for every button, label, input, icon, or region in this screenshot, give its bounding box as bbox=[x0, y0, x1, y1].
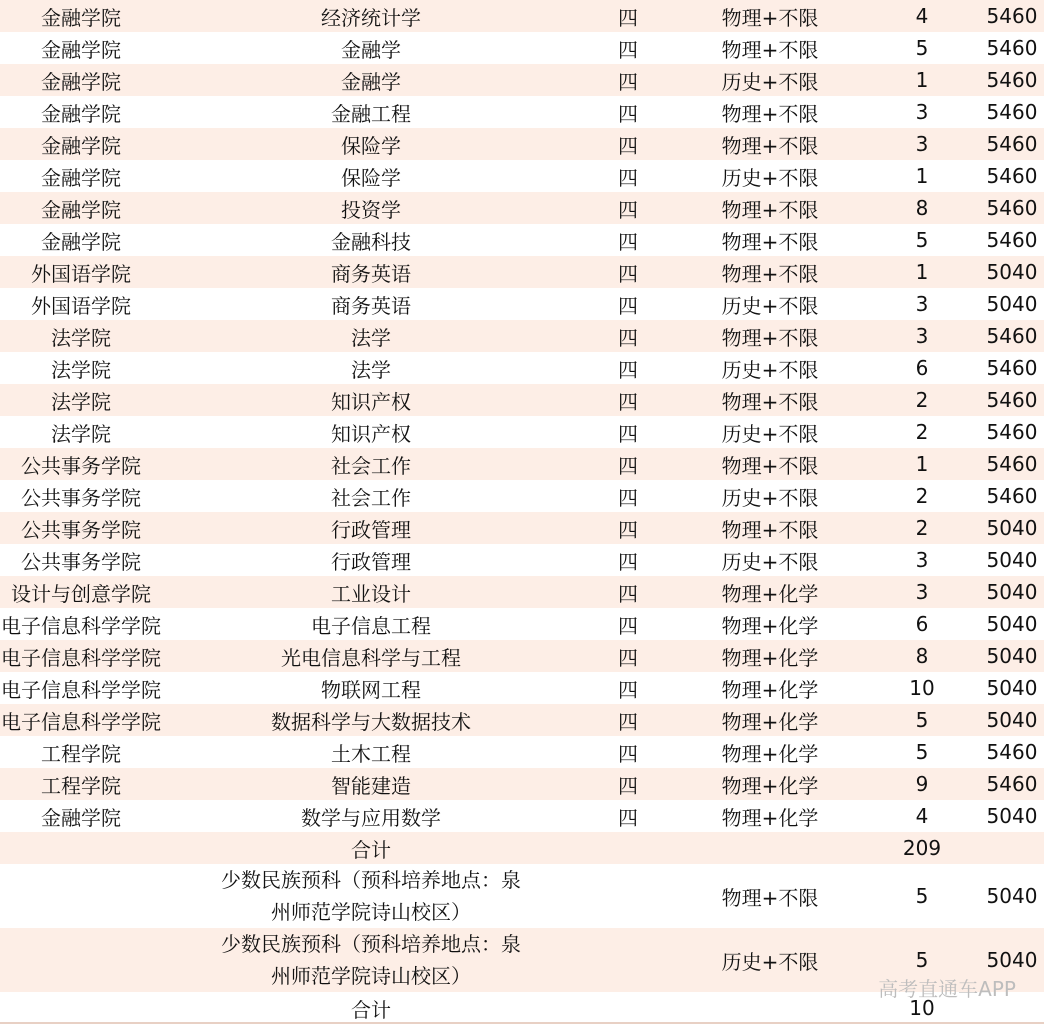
major-cell: 工业设计 bbox=[162, 576, 580, 608]
table-row bbox=[0, 96, 1044, 128]
table-row bbox=[0, 32, 1044, 64]
college-cell: 金融学院 bbox=[0, 96, 162, 128]
quota-cell: 4 bbox=[864, 0, 980, 32]
major-cell: 电子信息工程 bbox=[162, 608, 580, 640]
quota-cell: 5 bbox=[864, 32, 980, 64]
college-cell: 工程学院 bbox=[0, 768, 162, 800]
major-cell bbox=[162, 928, 580, 992]
college-cell: 法学院 bbox=[0, 352, 162, 384]
quota-cell: 3 bbox=[864, 320, 980, 352]
major-cell: 保险学 bbox=[162, 128, 580, 160]
major-cell: 商务英语 bbox=[162, 256, 580, 288]
subject-cell: 物理+化学 bbox=[676, 672, 864, 704]
college-cell: 法学院 bbox=[0, 416, 162, 448]
subject-cell: 物理+不限 bbox=[676, 864, 864, 928]
total-value: 209 bbox=[864, 832, 980, 864]
minority-row bbox=[0, 864, 1044, 928]
total-label: 合计 bbox=[162, 832, 580, 864]
college-cell: 金融学院 bbox=[0, 128, 162, 160]
major-cell: 物联网工程 bbox=[162, 672, 580, 704]
total-spacer bbox=[0, 992, 162, 1024]
subject-cell: 物理+化学 bbox=[676, 768, 864, 800]
duration-cell: 四 bbox=[580, 256, 676, 288]
fee-cell: 5040 bbox=[980, 800, 1044, 832]
college-cell: 电子信息科学学院 bbox=[0, 672, 162, 704]
major-cell: 金融科技 bbox=[162, 224, 580, 256]
major-cell: 金融学 bbox=[162, 64, 580, 96]
quota-cell: 5 bbox=[864, 928, 980, 992]
subject-cell: 物理+不限 bbox=[676, 96, 864, 128]
college-cell bbox=[0, 864, 162, 928]
quota-cell: 4 bbox=[864, 800, 980, 832]
fee-cell: 5460 bbox=[980, 416, 1044, 448]
major-line-2: 州师范学院诗山校区） bbox=[271, 900, 471, 924]
total-row bbox=[0, 832, 1044, 864]
subject-cell: 物理+化学 bbox=[676, 800, 864, 832]
major-cell: 知识产权 bbox=[162, 384, 580, 416]
college-cell: 金融学院 bbox=[0, 160, 162, 192]
table-row bbox=[0, 256, 1044, 288]
table-row bbox=[0, 640, 1044, 672]
subject-cell: 物理+不限 bbox=[676, 224, 864, 256]
quota-cell: 2 bbox=[864, 512, 980, 544]
major-cell: 法学 bbox=[162, 320, 580, 352]
quota-cell: 2 bbox=[864, 480, 980, 512]
major-line-2: 州师范学院诗山校区） bbox=[271, 964, 471, 988]
fee-cell: 5460 bbox=[980, 192, 1044, 224]
fee-cell: 5040 bbox=[980, 704, 1044, 736]
duration-cell: 四 bbox=[580, 128, 676, 160]
fee-cell: 5460 bbox=[980, 0, 1044, 32]
quota-cell: 6 bbox=[864, 352, 980, 384]
college-cell: 金融学院 bbox=[0, 64, 162, 96]
quota-cell: 3 bbox=[864, 128, 980, 160]
major-cell: 行政管理 bbox=[162, 512, 580, 544]
bottom-divider bbox=[0, 1022, 1044, 1024]
subject-cell: 物理+不限 bbox=[676, 128, 864, 160]
duration-cell: 四 bbox=[580, 608, 676, 640]
college-cell: 工程学院 bbox=[0, 736, 162, 768]
fee-cell: 5040 bbox=[980, 576, 1044, 608]
quota-cell: 1 bbox=[864, 448, 980, 480]
duration-cell: 四 bbox=[580, 0, 676, 32]
duration-cell: 四 bbox=[580, 160, 676, 192]
major-cell: 经济统计学 bbox=[162, 0, 580, 32]
table-row bbox=[0, 352, 1044, 384]
quota-cell: 1 bbox=[864, 64, 980, 96]
table-row bbox=[0, 512, 1044, 544]
subject-cell: 物理+化学 bbox=[676, 640, 864, 672]
major-cell: 光电信息科学与工程 bbox=[162, 640, 580, 672]
subject-cell: 物理+不限 bbox=[676, 256, 864, 288]
table-row bbox=[0, 160, 1044, 192]
duration-cell: 四 bbox=[580, 512, 676, 544]
subject-cell: 物理+化学 bbox=[676, 608, 864, 640]
college-cell: 公共事务学院 bbox=[0, 480, 162, 512]
subject-cell: 历史+不限 bbox=[676, 352, 864, 384]
subject-cell: 物理+不限 bbox=[676, 512, 864, 544]
college-cell: 公共事务学院 bbox=[0, 512, 162, 544]
college-cell: 设计与创意学院 bbox=[0, 576, 162, 608]
college-cell: 金融学院 bbox=[0, 32, 162, 64]
duration-cell: 四 bbox=[580, 640, 676, 672]
college-cell: 电子信息科学学院 bbox=[0, 704, 162, 736]
total-value: 10 bbox=[864, 992, 980, 1024]
major-line-1: 少数民族预科（预科培养地点：泉 bbox=[221, 868, 521, 892]
fee-cell: 5460 bbox=[980, 480, 1044, 512]
duration-cell: 四 bbox=[580, 352, 676, 384]
fee-cell: 5460 bbox=[980, 448, 1044, 480]
major-cell: 法学 bbox=[162, 352, 580, 384]
college-cell: 法学院 bbox=[0, 384, 162, 416]
fee-cell: 5460 bbox=[980, 128, 1044, 160]
quota-cell: 5 bbox=[864, 736, 980, 768]
subject-cell: 物理+化学 bbox=[676, 736, 864, 768]
duration-cell: 四 bbox=[580, 576, 676, 608]
duration-cell: 四 bbox=[580, 384, 676, 416]
duration-cell: 四 bbox=[580, 64, 676, 96]
fee-cell: 5040 bbox=[980, 928, 1044, 992]
major-cell: 社会工作 bbox=[162, 480, 580, 512]
fee-cell: 5460 bbox=[980, 64, 1044, 96]
fee-cell: 5460 bbox=[980, 768, 1044, 800]
quota-cell: 5 bbox=[864, 704, 980, 736]
subject-cell: 物理+不限 bbox=[676, 192, 864, 224]
fee-cell: 5460 bbox=[980, 224, 1044, 256]
duration-cell: 四 bbox=[580, 672, 676, 704]
major-cell: 土木工程 bbox=[162, 736, 580, 768]
college-cell: 公共事务学院 bbox=[0, 544, 162, 576]
college-cell: 法学院 bbox=[0, 320, 162, 352]
major-cell: 金融工程 bbox=[162, 96, 580, 128]
table-row bbox=[0, 704, 1044, 736]
table-row bbox=[0, 448, 1044, 480]
duration-cell: 四 bbox=[580, 96, 676, 128]
major-cell: 数学与应用数学 bbox=[162, 800, 580, 832]
major-cell: 知识产权 bbox=[162, 416, 580, 448]
table-row bbox=[0, 576, 1044, 608]
quota-cell: 3 bbox=[864, 288, 980, 320]
fee-cell: 5040 bbox=[980, 864, 1044, 928]
total-spacer bbox=[980, 832, 1044, 864]
total-spacer bbox=[580, 992, 864, 1024]
major-cell bbox=[162, 864, 580, 928]
duration-cell: 四 bbox=[580, 736, 676, 768]
duration-cell: 四 bbox=[580, 800, 676, 832]
duration-cell bbox=[580, 864, 676, 928]
table-row bbox=[0, 0, 1044, 32]
table-row bbox=[0, 320, 1044, 352]
subject-cell: 物理+不限 bbox=[676, 0, 864, 32]
fee-cell: 5040 bbox=[980, 288, 1044, 320]
college-cell: 公共事务学院 bbox=[0, 448, 162, 480]
subject-cell: 历史+不限 bbox=[676, 160, 864, 192]
duration-cell: 四 bbox=[580, 544, 676, 576]
duration-cell: 四 bbox=[580, 448, 676, 480]
table-row bbox=[0, 128, 1044, 160]
quota-cell: 1 bbox=[864, 256, 980, 288]
major-cell: 社会工作 bbox=[162, 448, 580, 480]
subject-cell: 物理+不限 bbox=[676, 32, 864, 64]
college-cell: 外国语学院 bbox=[0, 288, 162, 320]
fee-cell: 5040 bbox=[980, 640, 1044, 672]
major-cell: 投资学 bbox=[162, 192, 580, 224]
total-spacer bbox=[0, 832, 162, 864]
duration-cell: 四 bbox=[580, 32, 676, 64]
quota-cell: 3 bbox=[864, 544, 980, 576]
fee-cell: 5040 bbox=[980, 512, 1044, 544]
fee-cell: 5460 bbox=[980, 384, 1044, 416]
duration-cell bbox=[580, 928, 676, 992]
quota-cell: 9 bbox=[864, 768, 980, 800]
major-cell: 商务英语 bbox=[162, 288, 580, 320]
table-row bbox=[0, 192, 1044, 224]
quota-cell: 8 bbox=[864, 640, 980, 672]
subject-cell: 物理+不限 bbox=[676, 448, 864, 480]
subject-cell: 物理+化学 bbox=[676, 576, 864, 608]
major-line-1: 少数民族预科（预科培养地点：泉 bbox=[221, 932, 521, 956]
quota-cell: 2 bbox=[864, 384, 980, 416]
college-cell: 外国语学院 bbox=[0, 256, 162, 288]
subject-cell: 历史+不限 bbox=[676, 64, 864, 96]
major-cell: 金融学 bbox=[162, 32, 580, 64]
fee-cell: 5460 bbox=[980, 736, 1044, 768]
table-row bbox=[0, 288, 1044, 320]
duration-cell: 四 bbox=[580, 416, 676, 448]
fee-cell: 5040 bbox=[980, 544, 1044, 576]
major-cell: 保险学 bbox=[162, 160, 580, 192]
fee-cell: 5460 bbox=[980, 96, 1044, 128]
subject-cell: 物理+不限 bbox=[676, 320, 864, 352]
college-cell: 电子信息科学学院 bbox=[0, 608, 162, 640]
major-cell: 智能建造 bbox=[162, 768, 580, 800]
total-label: 合计 bbox=[162, 992, 580, 1024]
quota-cell: 8 bbox=[864, 192, 980, 224]
fee-cell: 5460 bbox=[980, 160, 1044, 192]
duration-cell: 四 bbox=[580, 768, 676, 800]
quota-cell: 1 bbox=[864, 160, 980, 192]
major-cell: 数据科学与大数据技术 bbox=[162, 704, 580, 736]
subject-cell: 历史+不限 bbox=[676, 416, 864, 448]
table-row bbox=[0, 736, 1044, 768]
duration-cell: 四 bbox=[580, 704, 676, 736]
table-row bbox=[0, 384, 1044, 416]
table-row bbox=[0, 800, 1044, 832]
table-row bbox=[0, 224, 1044, 256]
college-cell bbox=[0, 928, 162, 992]
table-row bbox=[0, 64, 1044, 96]
quota-cell: 2 bbox=[864, 416, 980, 448]
college-cell: 金融学院 bbox=[0, 0, 162, 32]
fee-cell: 5040 bbox=[980, 256, 1044, 288]
subject-cell: 历史+不限 bbox=[676, 928, 864, 992]
quota-cell: 3 bbox=[864, 576, 980, 608]
quota-cell: 5 bbox=[864, 224, 980, 256]
duration-cell: 四 bbox=[580, 224, 676, 256]
college-cell: 电子信息科学学院 bbox=[0, 640, 162, 672]
watermark-text: 高考直通车APP bbox=[878, 977, 1016, 1001]
quota-cell: 6 bbox=[864, 608, 980, 640]
subject-cell: 物理+化学 bbox=[676, 704, 864, 736]
quota-cell: 5 bbox=[864, 864, 980, 928]
table-row bbox=[0, 480, 1044, 512]
table-row bbox=[0, 672, 1044, 704]
table-row bbox=[0, 544, 1044, 576]
college-cell: 金融学院 bbox=[0, 224, 162, 256]
subject-cell: 历史+不限 bbox=[676, 480, 864, 512]
subject-cell: 历史+不限 bbox=[676, 288, 864, 320]
duration-cell: 四 bbox=[580, 320, 676, 352]
duration-cell: 四 bbox=[580, 288, 676, 320]
college-cell: 金融学院 bbox=[0, 192, 162, 224]
fee-cell: 5040 bbox=[980, 672, 1044, 704]
total-spacer bbox=[580, 832, 864, 864]
duration-cell: 四 bbox=[580, 480, 676, 512]
table-row bbox=[0, 608, 1044, 640]
quota-cell: 10 bbox=[864, 672, 980, 704]
subject-cell: 历史+不限 bbox=[676, 544, 864, 576]
major-cell: 行政管理 bbox=[162, 544, 580, 576]
fee-cell: 5460 bbox=[980, 32, 1044, 64]
duration-cell: 四 bbox=[580, 192, 676, 224]
table-row bbox=[0, 416, 1044, 448]
fee-cell: 5460 bbox=[980, 352, 1044, 384]
quota-cell: 3 bbox=[864, 96, 980, 128]
fee-cell: 5460 bbox=[980, 320, 1044, 352]
table-row bbox=[0, 768, 1044, 800]
college-cell: 金融学院 bbox=[0, 800, 162, 832]
fee-cell: 5040 bbox=[980, 608, 1044, 640]
subject-cell: 物理+不限 bbox=[676, 384, 864, 416]
